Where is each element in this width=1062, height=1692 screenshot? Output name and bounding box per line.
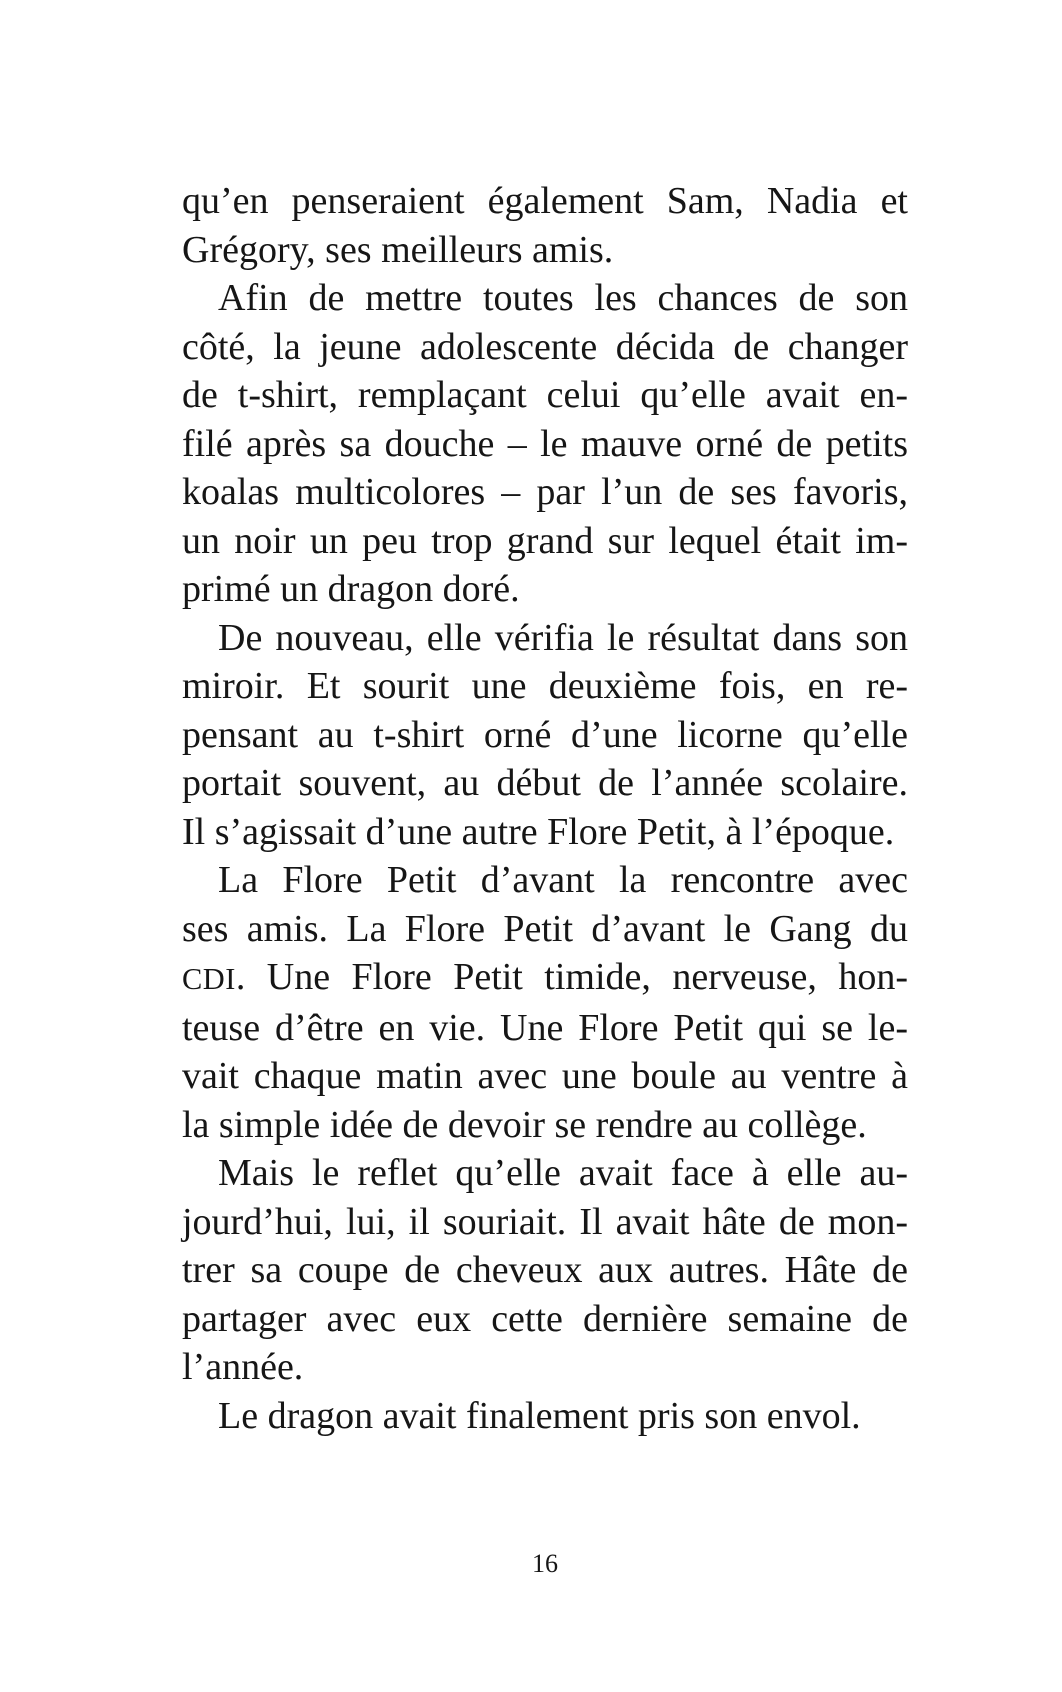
text-line: Grégory, ses meilleurs amis. [182,228,614,271]
text-line: ses amis. La Flore Petit d’avant le Gang du [182,907,908,950]
text-line: partager avec eux cette dernière semaine de [182,1297,908,1340]
text-line: Afin de mettre toutes les chances de son [218,277,908,319]
text-line: Il s’agissait d’une autre Flore Petit, à l’époque. [182,810,895,853]
text-block [182,177,908,1440]
text-line: teuse d’être en vie. Une Flore Petit qui se le- [182,1006,908,1049]
text-line: de t-shirt, remplaçant celui qu’elle avait en- [182,374,908,416]
text-line: côté, la jeune adolescente décida de changer [182,325,908,368]
text-line: jourd’hui, lui, il souriait. Il avait hâte de mon- [182,1200,908,1243]
text-line: l’année. [182,1346,304,1388]
text-line: vait chaque matin avec une boule au ventre à [182,1055,908,1097]
page-number: 16 [532,1549,558,1578]
text-line: CDI. Une Flore Petit timide, nerveuse, hon- [182,956,908,998]
text-line: koalas multicolores – par l’un de ses favoris, [182,471,908,513]
smallcaps-text: CDI [182,962,236,996]
text-line: primé un dragon doré. [182,568,520,610]
text-line: un noir un peu trop grand sur lequel était im- [182,519,908,562]
text-line: qu’en penseraient également Sam, Nadia et [182,180,908,222]
text-line: pensant au t-shirt orné d’une licorne qu’elle [182,713,908,756]
text-line: miroir. Et sourit une deuxième fois, en re- [182,665,908,707]
text-line: trer sa coupe de cheveux aux autres. Hâte de [182,1249,908,1291]
text-line: filé après sa douche – le mauve orné de petits [182,422,908,465]
text-line: De nouveau, elle vérifia le résultat dans son [218,616,908,659]
text-line: La Flore Petit d’avant la rencontre avec [218,859,908,901]
text-line: Mais le reflet qu’elle avait face à elle au- [218,1152,908,1194]
text-line: Le dragon avait finalement pris son envol. [218,1394,861,1437]
text-line: portait souvent, au début de l’année scolaire. [182,762,908,804]
text-line: la simple idée de devoir se rendre au collège. [182,1103,867,1146]
